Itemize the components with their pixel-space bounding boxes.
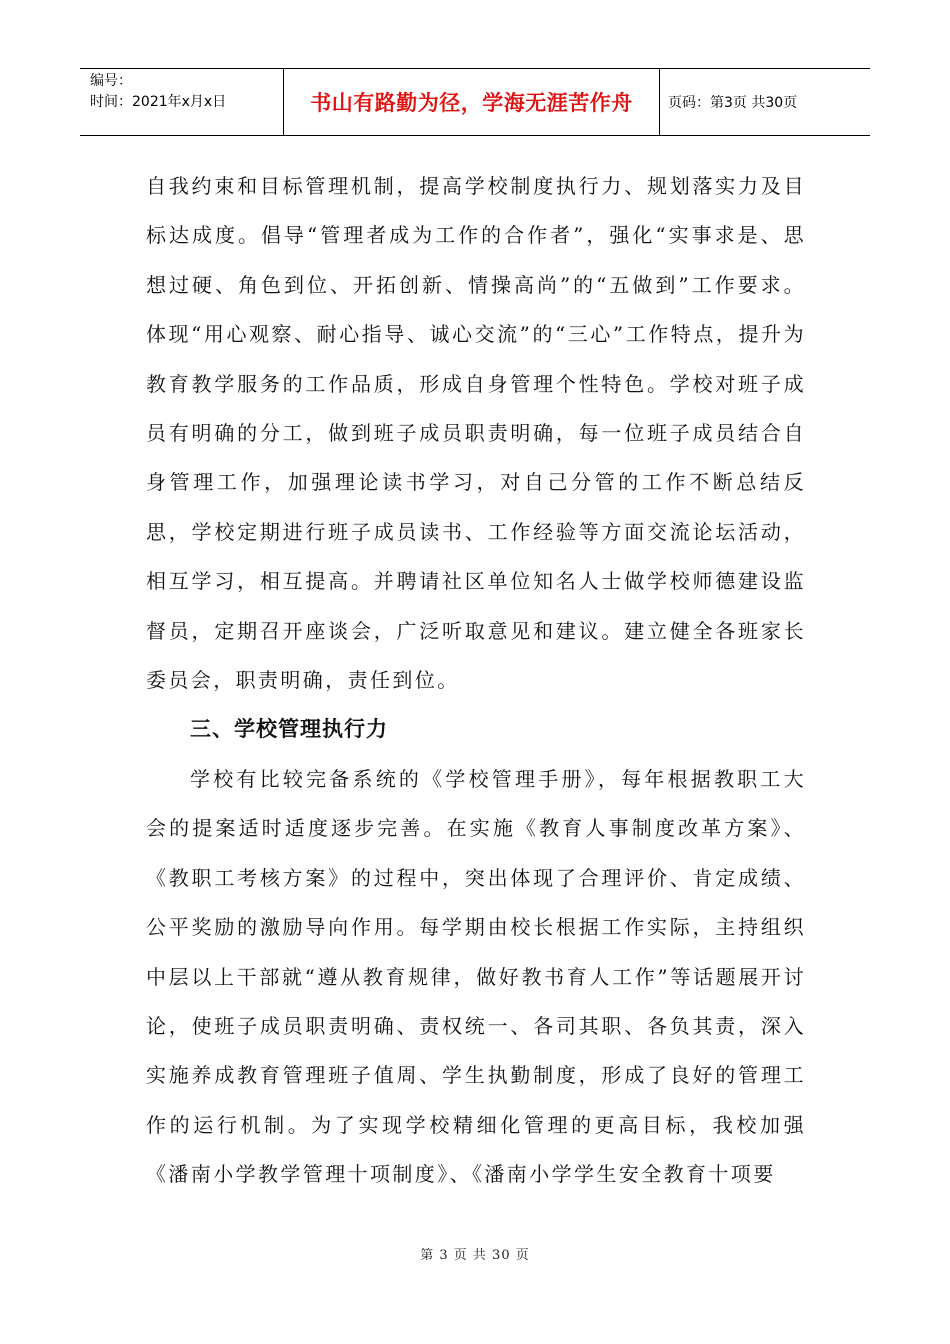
document-number-label: 编号： [90, 73, 132, 89]
body-paragraph-2: 学校有比较完备系统的《学校管理手册》，每年根据教职工大会的提案适时适度逐步完善。在实施《教育人事制度改革方案》、《教职工考核方案》的过程中，突出体现了合理评价、肯定成绩、公平奖励的激励导向作用。每学期由校长根据工作实际，主持组织中层以上干部就“遵从教育规律，做好教书育人工作”等话题展开讨论，使班子成员职责明确、责权统一、各司其职、各负其责，深入实施养成教育管理班子值周、学生执勤制度，形成了良好的管理工作的运行机制。为了实现学校精细化管理的更高目标，我校加强《潘南小学教学管理十项制度》、《潘南小学学生安全教育十项要 [146, 766, 806, 1187]
header-motto: 书山有路勤为径，学海无涯苦作舟 [284, 69, 660, 135]
section-heading: 三、学校管理执行力 [190, 717, 388, 742]
document-body [146, 162, 806, 1200]
header-meta-cell [80, 69, 284, 135]
page-footer: 第 3 页 共 30 页 [420, 1248, 530, 1263]
document-header [80, 68, 870, 136]
header-page-info: 页码：第3页 共30页 [668, 95, 798, 111]
body-paragraph-1: 自我约束和目标管理机制，提高学校制度执行力、规划落实力及目标达成度。倡导“管理者成为工作的合作者”，强化“实事求是、思想过硬、角色到位、开拓创新、情操高尚”的“五做到”工作要求。体现“用心观察、耐心指导、诚心交流”的“三心”工作特点，提升为教育教学服务的工作品质，形成自身管理个性特色。学校对班子成员有明确的分工，做到班子成员职责明确，每一位班子成员结合自身管理工作，加强理论读书学习，对自己分管的工作不断总结反思，学校定期进行班子成员读书、工作经验等方面交流论坛活动，相互学习，相互提高。并聘请社区单位知名人士做学校师德建设监督员，定期召开座谈会，广泛听取意见和建议。建立健全各班家长委员会，职责明确，责任到位。 [146, 174, 806, 693]
document-time-label: 时间：2021年x月x日 [90, 94, 227, 110]
